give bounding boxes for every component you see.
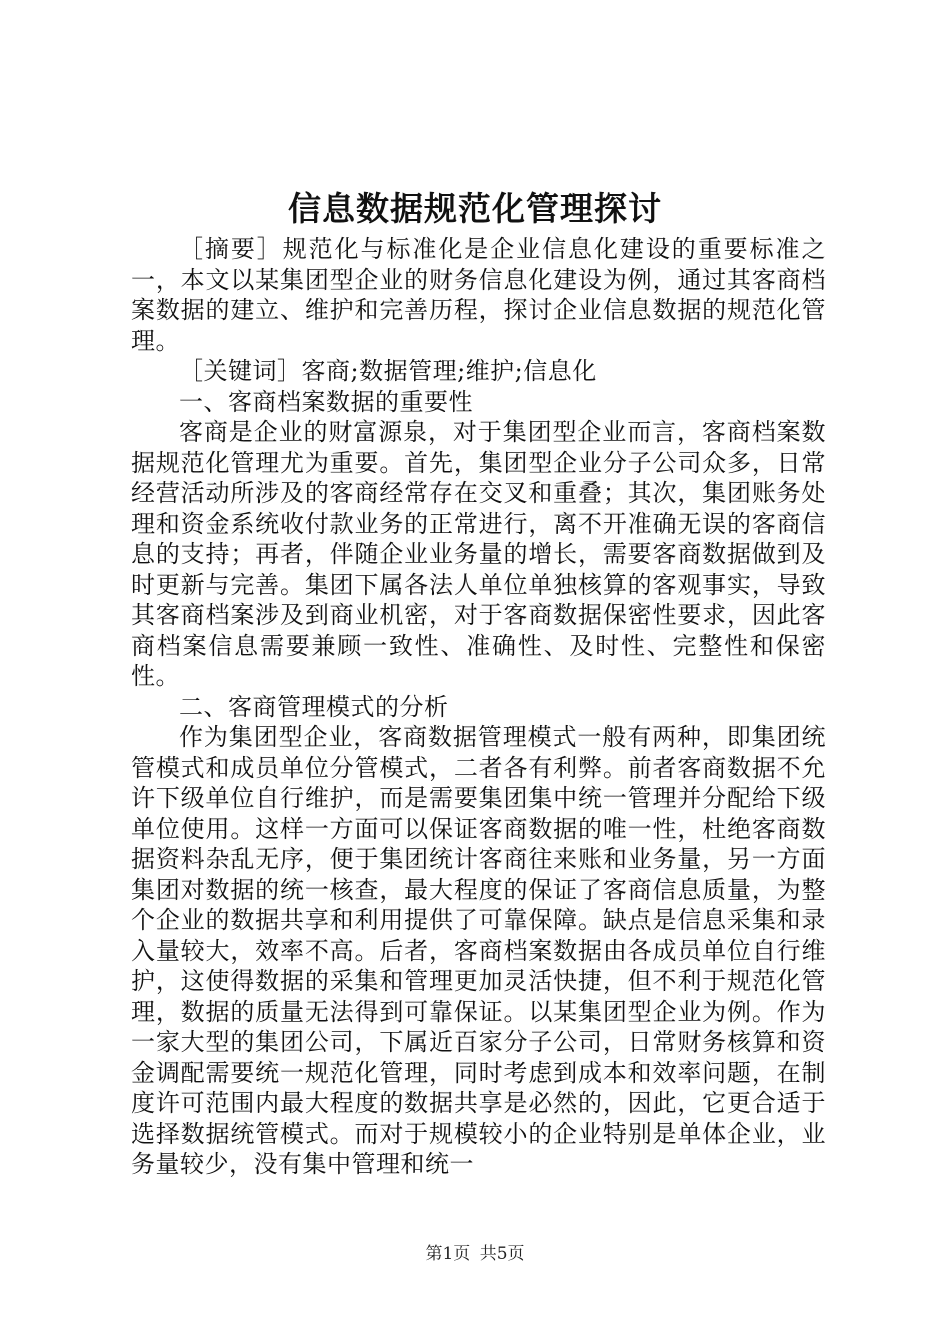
abstract-paragraph: ［摘要］规范化与标准化是企业信息化建设的重要标准之一，本文以某集团型企业的财务信息化建设为例，通过其客商档案数据的建立、维护和完善历程，探讨企业信息数据的规范化管理。: [131, 235, 826, 355]
section-heading-2: 二、客商管理模式的分析: [179, 692, 449, 721]
body-paragraph-1: 客商是企业的财富源泉，对于集团型企业而言，客商档案数据规范化管理尤为重要。首先，集团型企业分子公司众多，日常经营活动所涉及的客商经常存在交叉和重叠；其次，集团账务处理和资金系统收付款业务的正常进行，离不开准确无误的客商信息的支持；再者，伴随企业业务量的增长，需要客商数据做到及时更新与完善。集团下属各法人单位单独核算的客观事实，导致其客商档案涉及到商业机密，对于客商数据保密性要求，因此客商档案信息需要兼顾一致性、准确性、及时性、完整性和保密性。: [131, 418, 826, 690]
page-footer: [0, 1242, 950, 1266]
page-total: 共5页: [479, 1244, 525, 1264]
keywords-paragraph: ［关键词］客商;数据管理;维护;信息化: [179, 357, 597, 385]
document-body: [131, 234, 826, 1180]
document-title: 信息数据规范化管理探讨: [288, 189, 662, 228]
section-heading-1: 一、客商档案数据的重要性: [179, 387, 473, 416]
body-paragraph-2: 作为集团型企业，客商数据管理模式一般有两种，即集团统管模式和成员单位分管模式，二者各有利弊。前者客商数据不允许下级单位自行维护，而是需要集团集中统一管理并分配给下级单位使用。这样一方面可以保证客商数据的唯一性，杜绝客商数据资料杂乱无序，便于集团统计客商往来账和业务量，另一方面集团对数据的统一核查，最大程度的保证了客商信息质量，为整个企业的数据共享和利用提供了可靠保障。缺点是信息采集和录入量较大，效率不高。后者，客商档案数据由各成员单位自行维护，这使得数据的采集和管理更加灵活快捷，但不利于规范化管理，数据的质量无法得到可靠保证。以某集团型企业为例。作为一家大型的集团公司，下属近百家分子公司，日常财务核算和资金调配需要统一规范化管理，同时考虑到成本和效率问题，在制度许可范围内最大程度的数据共享是必然的，因此，它更合适于选择数据统管模式。而对于规模较小的企业特别是单体企业，业务量较少，没有集中管理和统一: [131, 723, 826, 1178]
page-number: 第1页: [425, 1244, 471, 1264]
